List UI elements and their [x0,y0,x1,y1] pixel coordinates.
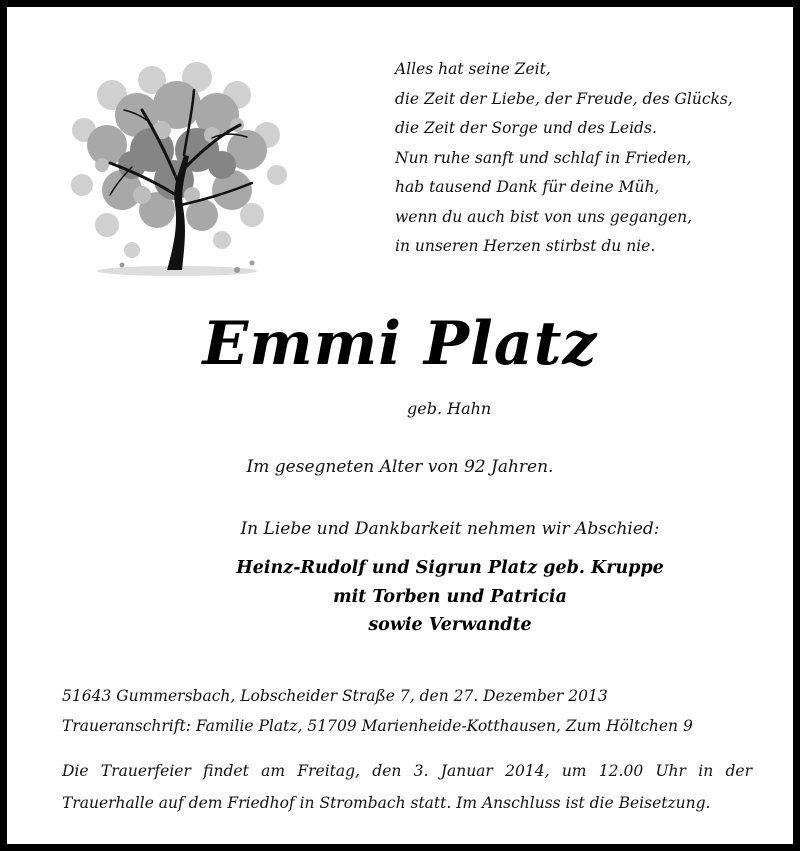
deceased-name: Emmi Platz [202,309,598,379]
poem-line: die Zeit der Sorge und des Leids. [395,119,657,137]
mourner-line: mit Torben und Patricia [333,586,567,607]
poem-line: hab tausend Dank für deine Müh, [395,178,660,196]
mourners [7,554,800,640]
address-line: 51643 Gummersbach, Lobscheider Straße 7, den 27. Dezember 2013 [62,687,608,705]
address-line: Traueranschrift: Familie Platz, 51709 Marienheide-Kotthausen, Zum Höltchen 9 [62,717,693,735]
autumn-tree-icon [62,55,292,280]
funeral-info: Die Trauerfeier findet am Freitag, den 3. Januar 2014, um 12.00 Uhr in der Trauerhalle auf dem Friedhof in Strombach statt. Im Anschluss ist die Beisetzung. [62,762,752,812]
age-line: Im gesegneten Alter von 92 Jahren. [246,457,554,477]
poem-line: wenn du auch bist von uns gegangen, [395,207,693,226]
mourner-line: Heinz-Rudolf und Sigrun Platz geb. Kruppe [236,558,664,578]
farewell-line: In Liebe und Dankbarkeit nehmen wir Abschied: [240,519,660,539]
maiden-name: geb. Hahn [407,399,492,418]
poem-line: in unseren Herzen stirbst du nie. [395,237,656,255]
address-block [62,681,693,741]
mourner-line: sowie Verwandte [368,615,532,635]
poem-line: Alles hat seine Zeit, [395,60,551,78]
poem-line: die Zeit der Liebe, der Freude, des Glücks, [395,89,733,108]
poem-line: Nun ruhe sanft und schlaf in Frieden, [395,148,692,167]
poem [395,55,795,262]
